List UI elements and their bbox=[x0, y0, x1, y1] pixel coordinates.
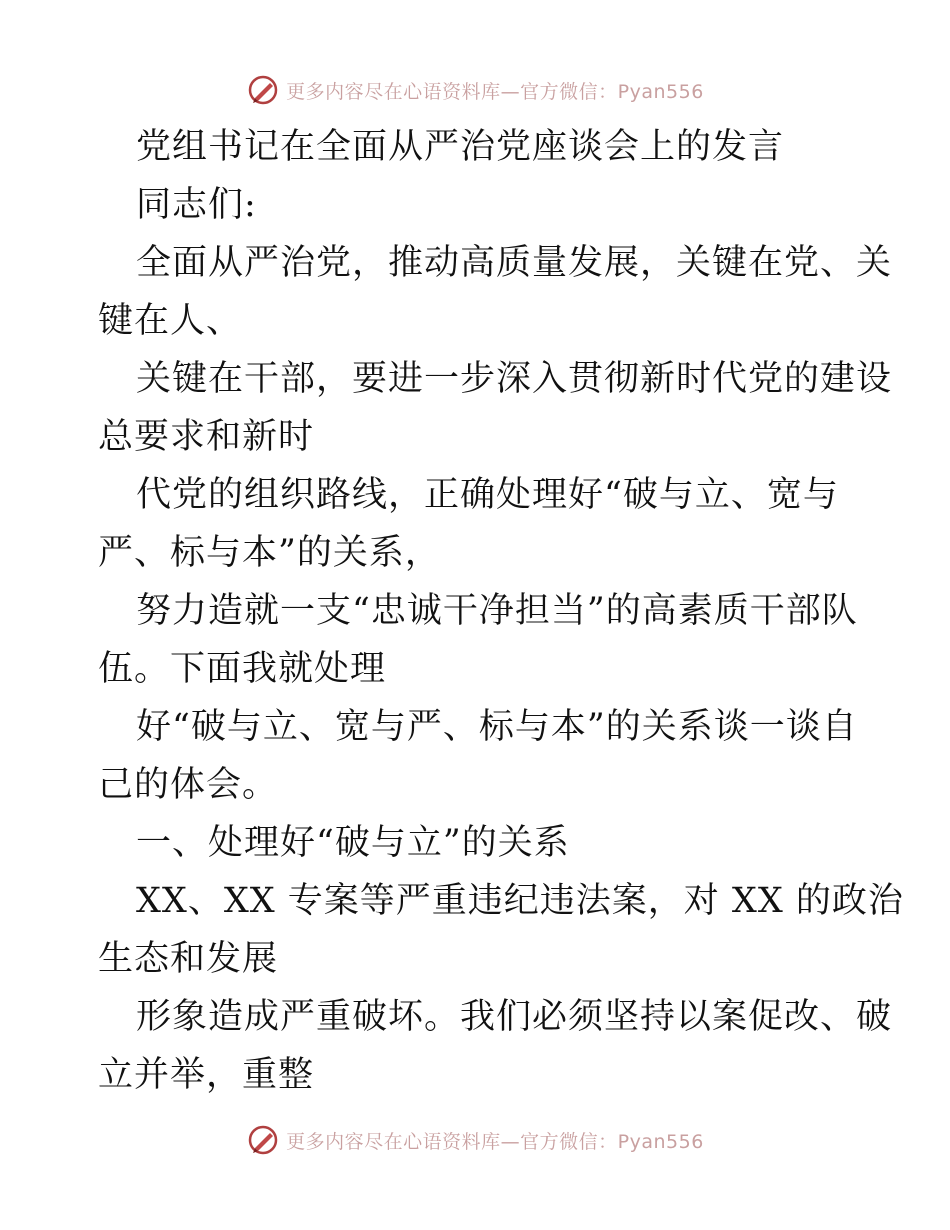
paragraph-line: 严、标与本”的关系， bbox=[98, 533, 441, 573]
paragraph-line: 立并举，重整 bbox=[98, 1055, 315, 1095]
watermark-text: 更多内容尽在心语资料库—官方微信：Pyan556 bbox=[286, 1130, 704, 1153]
paragraph-line: 伍。下面我就处理 bbox=[98, 649, 387, 689]
pen-logo-icon bbox=[246, 73, 280, 107]
paragraph-line: 形象造成严重破坏。我们必须坚持以案促改、破 bbox=[136, 997, 893, 1037]
paragraph-line: 总要求和新时 bbox=[98, 417, 315, 457]
paragraph-line: 关键在干部，要进一步深入贯彻新时代党的建设 bbox=[136, 359, 893, 399]
watermark-text: 更多内容尽在心语资料库—官方微信：Pyan556 bbox=[286, 80, 704, 103]
section-heading: 一、处理好“破与立”的关系 bbox=[136, 823, 570, 863]
paragraph-line: 键在人、 bbox=[98, 301, 243, 341]
paragraph-line: 全面从严治党，推动高质量发展，关键在党、关 bbox=[136, 243, 893, 283]
paragraph-line: 己的体会。 bbox=[98, 765, 279, 805]
paragraph-line: 生态和发展 bbox=[98, 939, 279, 979]
paragraph-line: 代党的组织路线，正确处理好“破与立、宽与 bbox=[136, 475, 839, 515]
pen-logo-icon bbox=[246, 1123, 280, 1157]
header-watermark bbox=[0, 70, 950, 110]
document-body bbox=[98, 118, 904, 1104]
salutation: 同志们: bbox=[136, 185, 257, 225]
footer-watermark bbox=[0, 1120, 950, 1160]
paragraph-line: 好“破与立、宽与严、标与本”的关系谈一谈自 bbox=[136, 707, 858, 747]
paragraph-line: XX、XX 专案等严重违纪违法案，对 XX 的政治 bbox=[136, 881, 904, 921]
document-title: 党组书记在全面从严治党座谈会上的发言 bbox=[136, 127, 785, 167]
paragraph-line: 努力造就一支“忠诚干净担当”的高素质干部队 bbox=[136, 591, 858, 631]
